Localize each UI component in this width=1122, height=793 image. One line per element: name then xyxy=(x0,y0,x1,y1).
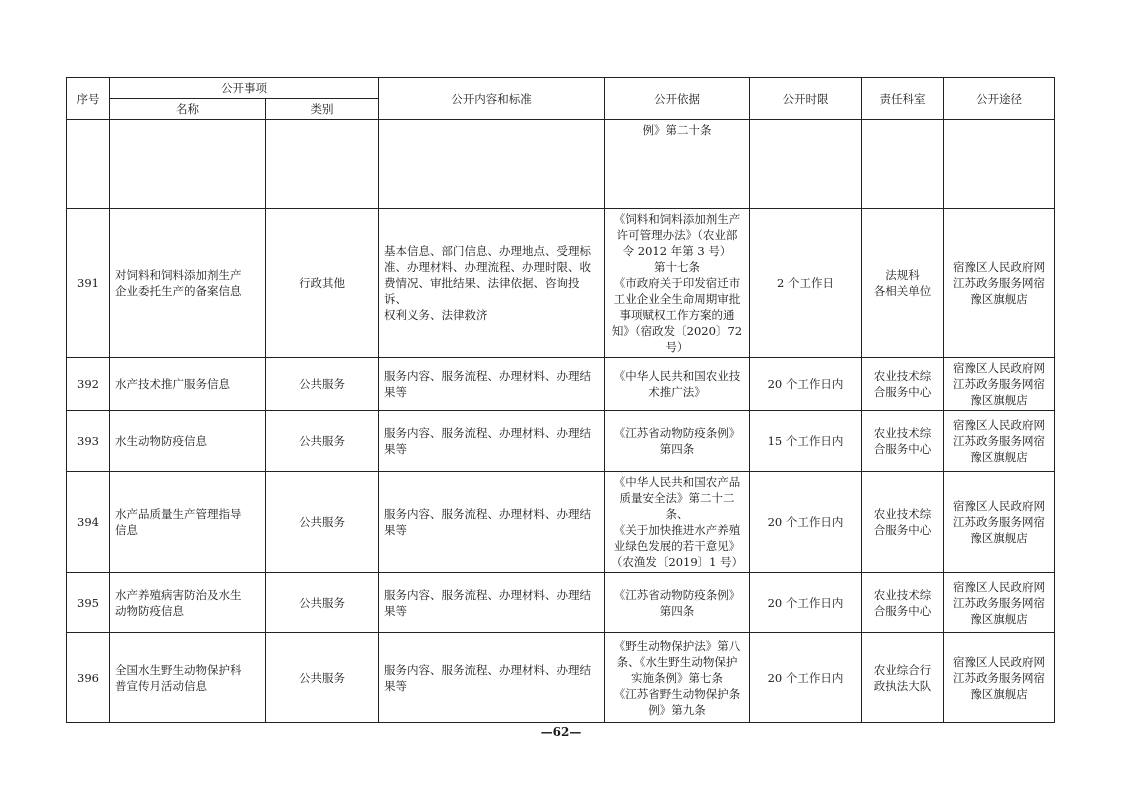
basis-line: 第四条 xyxy=(659,603,695,618)
cell-content xyxy=(379,358,605,411)
cell-name xyxy=(110,573,266,633)
cell-responsible xyxy=(862,120,944,209)
basis-line: 《饲料和饲料添加剂生产 xyxy=(613,212,741,226)
basis-line: 许可管理办法》（农业部 xyxy=(616,228,738,242)
cell-channel xyxy=(944,573,1055,633)
channel-line: 豫区旗舰店 xyxy=(970,292,1028,306)
basis-line: （农渔发〔2019〕1 号） xyxy=(610,555,744,569)
name-line: 企业委托生产的备案信息 xyxy=(115,284,242,298)
name-line: 对饲料和饲料添加剂生产 xyxy=(115,268,242,282)
cell-category: 公共服务 xyxy=(266,472,379,573)
channel-line: 江苏政务服务网宿 xyxy=(953,595,1045,610)
cell-basis xyxy=(605,120,750,209)
cell-time-limit: 20 个工作日内 xyxy=(750,633,862,723)
cell-content xyxy=(379,633,605,723)
cell-responsible xyxy=(862,573,944,633)
responsible-line: 合服务中心 xyxy=(873,523,932,537)
content-line: 服务内容、服务流程、办理材料、办理结 xyxy=(384,662,591,677)
cell-responsible xyxy=(862,472,944,573)
content-line: 果等 xyxy=(384,603,407,618)
basis-line: 《江苏省动物防疫条例》 xyxy=(613,587,741,602)
basis-line: 《中华人民共和国农产品 xyxy=(613,475,741,489)
header-channel: 公开途径 xyxy=(944,78,1055,120)
cell-basis xyxy=(605,209,750,358)
header-basis: 公开依据 xyxy=(605,78,750,120)
responsible-line: 政执法大队 xyxy=(873,678,932,693)
cell-channel xyxy=(944,633,1055,723)
basis-line: 工业企业全生命周期审批 xyxy=(613,292,741,306)
name-line: 水生动物防疫信息 xyxy=(115,434,207,448)
cell-time-limit: 2 个工作日 xyxy=(750,209,862,358)
cell-responsible xyxy=(862,358,944,411)
name-line: 水产养殖病害防治及水生 xyxy=(115,587,242,602)
basis-line: 第十七条 xyxy=(654,260,700,274)
name-line: 信息 xyxy=(115,523,138,537)
table-row xyxy=(67,573,1055,633)
name-line: 普宣传月活动信息 xyxy=(115,678,207,693)
table-row xyxy=(67,358,1055,411)
cell-time-limit: 20 个工作日内 xyxy=(750,358,862,411)
channel-line: 江苏政务服务网宿 xyxy=(953,434,1045,448)
cell-time-limit xyxy=(750,120,862,209)
content-line: 服务内容、服务流程、办理材料、办理结 xyxy=(384,507,591,521)
cell-seq: 392 xyxy=(67,358,110,411)
header-content-standard: 公开内容和标准 xyxy=(379,78,605,120)
cell-responsible xyxy=(862,633,944,723)
channel-line: 豫区旗舰店 xyxy=(970,686,1028,701)
channel-line: 江苏政务服务网宿 xyxy=(953,515,1045,529)
channel-line: 宿豫区人民政府网 xyxy=(953,418,1045,432)
basis-line: 《中华人民共和国农业技 xyxy=(613,369,741,383)
cell-content xyxy=(379,472,605,573)
channel-line: 宿豫区人民政府网 xyxy=(953,499,1045,513)
basis-line: 《江苏省野生动物保护条 xyxy=(613,686,741,701)
cell-content xyxy=(379,209,605,358)
basis-line: 实施条例》第七条 xyxy=(631,670,723,685)
cell-responsible xyxy=(862,411,944,472)
cell-category: 公共服务 xyxy=(266,411,379,472)
content-line: 果等 xyxy=(384,523,407,537)
basis-line: 令 2012 年第 3 号） xyxy=(622,244,732,258)
content-line: 服务内容、服务流程、办理材料、办理结 xyxy=(384,369,591,383)
page-number: —62— xyxy=(540,725,582,739)
cell-category: 公共服务 xyxy=(266,633,379,723)
header-category: 类别 xyxy=(266,99,379,120)
cell-seq: 396 xyxy=(67,633,110,723)
basis-line: 业绿色发展的若干意见》 xyxy=(613,539,741,553)
cell-responsible xyxy=(862,209,944,358)
content-line: 服务内容、服务流程、办理材料、办理结 xyxy=(384,587,591,602)
cell-category xyxy=(266,120,379,209)
basis-line: 质量安全法》第二十二条、 xyxy=(619,491,735,521)
responsible-line: 农业综合行 xyxy=(873,662,932,677)
table-header xyxy=(67,78,1055,120)
basis-line: 《关于加快推进水产养殖 xyxy=(613,523,741,537)
name-line: 水产品质量生产管理指导 xyxy=(115,507,242,521)
header-seq: 序号 xyxy=(67,78,110,120)
table-row xyxy=(67,472,1055,573)
cell-basis xyxy=(605,472,750,573)
table-row xyxy=(67,411,1055,472)
continuation-row xyxy=(67,120,1055,209)
cell-name xyxy=(110,411,266,472)
cell-category: 行政其他 xyxy=(266,209,379,358)
channel-line: 宿豫区人民政府网 xyxy=(953,654,1045,669)
cell-name xyxy=(110,472,266,573)
responsible-line: 农业技术综 xyxy=(873,426,932,440)
cell-basis xyxy=(605,573,750,633)
channel-line: 宿豫区人民政府网 xyxy=(953,260,1045,274)
basis-line: 术推广法》 xyxy=(648,385,706,399)
content-line: 权利义务、法律救济 xyxy=(384,308,488,322)
cell-seq: 391 xyxy=(67,209,110,358)
channel-line: 江苏政务服务网宿 xyxy=(953,276,1045,290)
basis-line: 第四条 xyxy=(659,442,695,456)
basis-line: 号） xyxy=(665,340,689,354)
cell-category: 公共服务 xyxy=(266,573,379,633)
basis-line: 《市政府关于印发宿迁市 xyxy=(613,276,741,290)
basis-line: 《野生动物保护法》第八 xyxy=(613,638,741,653)
cell-seq xyxy=(67,120,110,209)
channel-line: 宿豫区人民政府网 xyxy=(953,579,1045,594)
channel-line: 豫区旗舰店 xyxy=(970,611,1028,626)
responsible-line: 农业技术综 xyxy=(873,507,932,521)
content-line: 果等 xyxy=(384,385,407,399)
table-row xyxy=(67,633,1055,723)
channel-line: 豫区旗舰店 xyxy=(970,450,1028,464)
cell-time-limit: 20 个工作日内 xyxy=(750,472,862,573)
basis-line: 《江苏省动物防疫条例》 xyxy=(613,426,741,440)
cell-time-limit: 15 个工作日内 xyxy=(750,411,862,472)
channel-line: 豫区旗舰店 xyxy=(970,531,1028,545)
cell-content xyxy=(379,411,605,472)
cell-name xyxy=(110,209,266,358)
cell-content xyxy=(379,120,605,209)
name-line: 全国水生野生动物保护科 xyxy=(115,662,242,677)
basis-line: 例》第二十条 xyxy=(642,123,712,137)
header-responsible: 责任科室 xyxy=(862,78,944,120)
cell-channel xyxy=(944,209,1055,358)
cell-channel xyxy=(944,358,1055,411)
cell-channel xyxy=(944,472,1055,573)
responsible-line: 合服务中心 xyxy=(873,442,932,456)
basis-line: 知》（宿政发〔2020〕72 xyxy=(611,324,743,338)
cell-channel xyxy=(944,411,1055,472)
cell-basis xyxy=(605,411,750,472)
cell-category: 公共服务 xyxy=(266,358,379,411)
content-line: 果等 xyxy=(384,442,407,456)
name-line: 水产技术推广服务信息 xyxy=(115,377,230,391)
responsible-line: 农业技术综 xyxy=(873,587,932,602)
responsible-line: 农业技术综 xyxy=(873,369,932,383)
cell-seq: 394 xyxy=(67,472,110,573)
content-line: 准、办理材料、办理流程、办理时限、收 xyxy=(384,260,591,274)
channel-line: 豫区旗舰店 xyxy=(970,393,1028,407)
cell-seq: 395 xyxy=(67,573,110,633)
disclosure-table xyxy=(66,77,1055,723)
table-body xyxy=(67,120,1055,723)
responsible-line: 合服务中心 xyxy=(873,603,932,618)
name-line: 动物防疫信息 xyxy=(115,603,184,618)
basis-line: 条、《水生野生动物保护 xyxy=(616,654,738,669)
responsible-line: 合服务中心 xyxy=(873,385,932,399)
channel-line: 宿豫区人民政府网 xyxy=(953,361,1045,375)
content-line: 果等 xyxy=(384,678,407,693)
responsible-line: 各相关单位 xyxy=(873,284,932,298)
responsible-line: 法规科 xyxy=(885,268,920,282)
cell-channel xyxy=(944,120,1055,209)
cell-basis xyxy=(605,358,750,411)
header-name: 名称 xyxy=(110,99,266,120)
basis-line: 事项赋权工作方案的通 xyxy=(619,308,735,322)
cell-seq: 393 xyxy=(67,411,110,472)
channel-line: 江苏政务服务网宿 xyxy=(953,670,1045,685)
cell-time-limit: 20 个工作日内 xyxy=(750,573,862,633)
table-row xyxy=(67,209,1055,358)
cell-name xyxy=(110,120,266,209)
content-line: 服务内容、服务流程、办理材料、办理结 xyxy=(384,426,591,440)
cell-name xyxy=(110,358,266,411)
header-public-items: 公开事项 xyxy=(110,78,379,99)
basis-line: 例》第九条 xyxy=(648,702,706,717)
content-line: 费情况、审批结果、法律依据、咨询投诉、 xyxy=(384,276,580,306)
cell-basis xyxy=(605,633,750,723)
channel-line: 江苏政务服务网宿 xyxy=(953,377,1045,391)
cell-content xyxy=(379,573,605,633)
content-line: 基本信息、部门信息、办理地点、受理标 xyxy=(384,244,591,258)
header-time-limit: 公开时限 xyxy=(750,78,862,120)
cell-name xyxy=(110,633,266,723)
